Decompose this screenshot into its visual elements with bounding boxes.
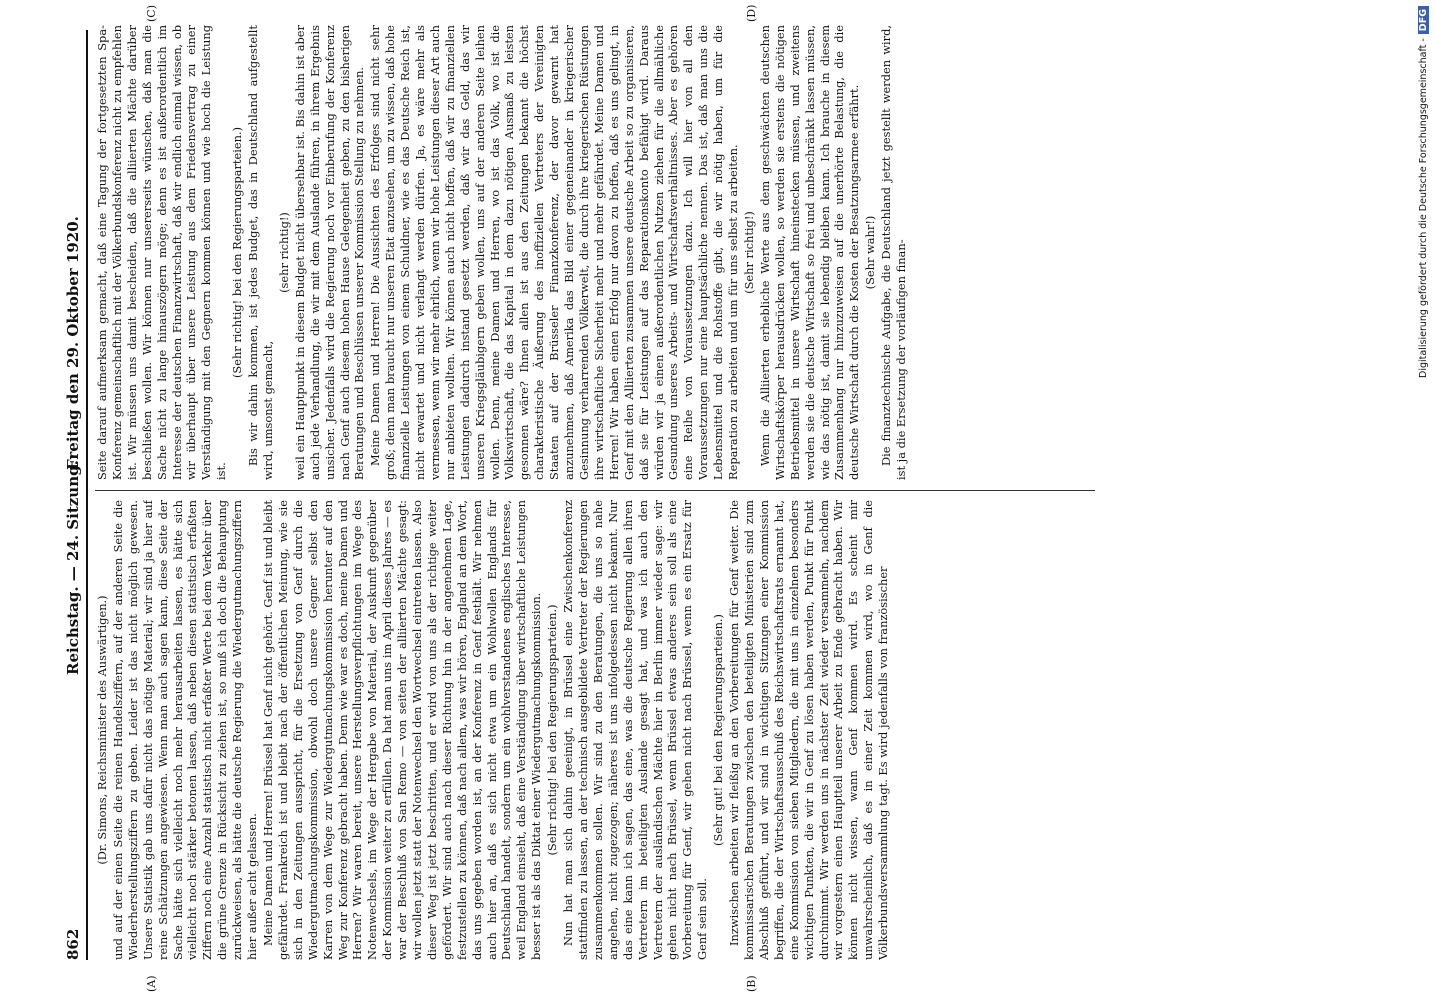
column-divider <box>95 490 1095 491</box>
interjection: (Sehr richtig!) <box>741 211 756 294</box>
interjection: (Sehr richtig! bei den Regierungsparteien.) <box>230 126 245 379</box>
speaker-note: (Dr. Simons, Reichsminister des Auswärtigen.) <box>95 595 109 865</box>
paragraph: Meine Damen und Herren! Die Aussichten des Erfolges sind nicht sehr groß; denn man braucht nur unseren Etat anzusehen, um zu wissen, daß hohe finanzielle Leistungen von einem Schuldner, wie es das Deutsche Reich ist, nicht erwartet und nicht verlangt werden dürfen. Ja, es wäre mehr als vermessen, wenn wir mehr ehrlich, wenn wir hohe Leistungen dieser Art auch nur anbieten wollten. Wir können auch nicht hoffen, daß wir zu finanziellen Leistungen dadurch instand gesetzt werden, daß wir das Geld, das wir unseren Kriegsgläubigern geben wollen, uns auf der anderen Seite leihen wollen. Denn, meine Damen und Herren, wo ist das Volk, wo ist die Volkswirtschaft, die das Kapital in dem dazu nötigen Ausmaß zu leisten gesonnen wäre? Ihnen allen ist aus den Zeitungen bekannt die höchst charakteristische Äußerung des inoffiziellen Vertreters der Vereinigten Staaten auf der Brüsseler Finanzkonferenz, der davor gewarnt hat anzunehmen, daß Amerika das Bild einer gegeneinander in kriegerischer Gesinnung verharrenden Völkerwelt, die durch ihre kriegerischen Rüstungen ihre wirtschaftliche Sicherheit mehr und mehr gefährdet. Meine Damen und Herren! Wir haben einen Erfolg nur davon zu hoffen, daß es uns gelingt, in Genf mit den Alliierten zusammen unsere deutsche Arbeit so zu organisieren, daß sie für Leistungen auf das Reparationskonto befähigt wird. Daraus würden wir ja einen außerordentlichen Nutzen ziehen für die allmähliche Gesundung unseres Arbeits- und Wirtschaftsverhältnisses. Aber es gehören eine Reihe von Voraussetzungen dazu. Ich will hier von all den Voraussetzungen nur eine hauptsächliche nennen. Das ist, daß man uns die Lebensmittel und die Rohstoffe gibt, die wir nötig haben, um für die Reparation zu arbeiten und um für uns selbst zu arbeiten. <box>368 25 741 480</box>
paragraph: Bis wir dahin kommen, ist jedes Budget, das in Deutschland aufgestellt wird, umsonst gemacht, <box>246 25 275 480</box>
paragraph: Wenn die Alliierten erhebliche Werte aus dem geschwächten deutschen Wirtschaftskörper herausdrücken wollen, so werden sie erstens die nötigen Betriebsmittel in unsere Wirtschaft hineinstecken müssen, und zweitens werden sie die deutsche Wirtschaft so frei und unbeschränkt lassen müssen, wie das nötig ist, damit sie lebendig bleiben kann. Ich brauche in diesem Zusammenhang nur hinzuzuweisen auf die unerhörte Belastung, die die deutsche Wirtschaft durch die Kosten der Besatzungsarmee erfährt. <box>757 25 862 480</box>
paragraph: Die finanztechnische Aufgabe, die Deutschland jetzt gestellt werden wird, ist ja die Ersetzung der vorläufigen finan- <box>879 25 909 480</box>
paragraph: Nun hat man sich dahin geeinigt, in Brüssel eine Zwischenkonferenz stattfinden zu lassen, an der technisch ausgebildete Vertreter der Regierungen zusammenkommen sollen. Wir sind zu den Beratungen, die uns so nahe angehen, nicht zugezogen; näheres ist uns infolgedessen nicht bekannt. Nur das eine kann ich sagen, das eine, was die deutsche Regierung allen ihren Vertretern im beteiligten Auslande gesagt hat, und was ich auch den Vertretern der ausländischen Mächte hier in Berlin immer wieder sage: wir gehen nicht nach Brüssel, wenn Brüssel etwas anderes sein soll als eine Vorbereitung für Genf, wir gehen nicht nach Brüssel, wenn es ein Ersatz für Genf sein soll. <box>561 500 710 960</box>
page-number: 862 <box>64 928 82 960</box>
margin-marker-c: (C) <box>145 5 158 22</box>
paragraph: Inzwischen arbeiten wir fleißig an den Vorbereitungen für Genf weiter. Die kommissarischen Beratungen zwischen den beteiligten Ministerien sind zum Abschluß geführt, und wir sind in wichtigen Sitzungen einer Kommission begriffen, die der Wirtschaftsausschuß des Reichswirtschaftsrats ernannt hat, eine Kommission von sieben Mitgliedern, die mit uns in einzelnen besonders wichtigen Punkten, die wir in Genf zu lösen haben werden, Punkt für Punkt durchnimmt. Wir werden uns in nächster Zeit wieder versammeln, nachdem wir vorgestern einen Hauptteil unserer Arbeit zu Ende gebracht haben. Wir können nicht wissen, wann Genf kommen wird. Es scheint mir unwahrscheinlich, daß es in einer Zeit kommen wird, wo in Genf die Völkerbundsversammlung tagt. Es wird jedenfalls von französischer <box>727 500 891 960</box>
page-header <box>62 30 88 960</box>
margin-marker-b: (B) <box>745 975 758 992</box>
paragraph: Meine Damen und Herren! Brüssel hat Genf nicht gehört. Genf ist und bleibt gefährdet. Frankreich ist und bleibt nach der öffentlichen Meinung, wie sie sich in den Zeitungen ausspricht, für die Ersetzung von Genf durch die Wiedergutmachungskommission, obwohl doch unsere Gegner selbst den Karren von dem Wege zur Wiedergutmachungskommission herunter auf den Weg zur Konferenz gebracht haben. Denn wie war es doch, meine Damen und Herren? Wir waren bereit, unsere Herstellungsverpflichtungen im Wege des Notenwechsels, im Wege der Hergabe von Material, der Auskunft gegenüber der Kommission weiter zu erfüllen. Da hat man uns im April dieses Jahres — es war der Beschluß von San Remo — von seiten der alliierten Mächte gesagt: wir wollen jetzt statt der Notenwechsel den Wortwechsel eintreten lassen. Also dieser Weg ist jetzt beschritten, und er wird von uns als der richtige weiter gefördert. Wir sind auch nach dieser Richtung hin in der angenehmen Lage, festzustellen zu können, daß nach allem, was wir hören, England an dem Wort, das uns gegeben worden ist, an der Konferenz in Genf festhält. Wir nehmen auch hier an, daß es sich nicht etwa um ein Wohlwollen Englands für Deutschland handelt, sondern um ein wohlverstandenes englisches Interesse, weil England einsieht, daß eine Verständigung über wirtschaftliche Leistungen besser ist als das Diktat einer Wiedergutmachungskommission. <box>260 500 544 960</box>
left-column <box>95 500 1095 960</box>
interjection: (Sehr richtig! bei den Regierungsparteien.) <box>545 604 560 856</box>
digitization-credit <box>1418 6 1432 996</box>
interjection: (Sehr gut! bei den Regierungsparteien.) <box>711 614 726 846</box>
digitization-text: Digitalisierung gefördert durch die Deutsche Forschungsgemeinschaft - <box>1418 38 1429 378</box>
session-title: Reichstag. — 24. Sitzung. <box>64 460 82 675</box>
interjection: (sehr richtig!) <box>276 212 291 293</box>
margin-marker-d: (D) <box>745 4 758 22</box>
right-column <box>95 25 1095 480</box>
dfg-logo: DFG <box>1418 6 1429 34</box>
margin-marker-a: (A) <box>145 975 158 992</box>
interjection: (Sehr wahr!) <box>863 215 878 290</box>
paragraph: weil ein Hauptpunkt in diesem Budget nicht übersehbar ist. Bis dahin ist aber auch jede Verhandlung, die wir mit dem Auslande führen, in ihrem Ergebnis unsicher. Jedenfalls wird die Regierung noch vor Einberufung der Konferenz nach Genf auch diesem hohen Hause Gelegenheit geben, zu den bisherigen Beratungen und Beschlüssen unserer Kommission Stellung zu nehmen. <box>292 25 367 480</box>
paragraph: und auf der einen Seite die reinen Handelsziffern, auf der anderen Seite die Wiederherstellungsziffern zu geben. Leider ist das nicht möglich gewesen. Unsere Statistik gab uns dafür nicht das nötige Material; wir sind ja hier auf reine Schätzungen angewiesen. Wenn man auch sagen kann, diese Seite der Sache hätte sich vielleicht noch mehr herausarbeiten lassen, es hätte sich vielleicht noch stärker betonen lassen, daß neben diesen statistisch erfaßten Ziffern noch eine Anzahl statistisch nicht erfaßter Werte bei dem Verkehr über die grüne Grenze in Rücksicht zu ziehen ist, so muß ich doch die Behauptung zurückweisen, als hätte die deutsche Regierung die Wiedergutmachungsziffern hier außer acht gelassen. <box>110 500 260 960</box>
paragraph: Seite darauf aufmerksam gemacht, daß eine Tagung der fortgesetzten Spa-Konferenz gemeinschaftlich mit der Völkerbundskonferenz nicht zu empfehlen ist. Wir müssen uns damit bescheiden, daß die alliierten Mächte darüber beschließen wollen. Wir können nur unsererseits wünschen, daß man die Sache nicht zu lange hinauszögern möge; denn es ist außerordentlich im Interesse der deutschen Finanzwirtschaft, daß wir endlich einmal wissen, ob wir überhaupt über unsere Leistung aus dem Friedensvertrag zu einer Verständigung mit den Gegnern kommen können und wie hoch die Leistung ist. <box>95 25 229 480</box>
session-date: Freitag den 29. Oktober 1920. <box>64 216 82 470</box>
